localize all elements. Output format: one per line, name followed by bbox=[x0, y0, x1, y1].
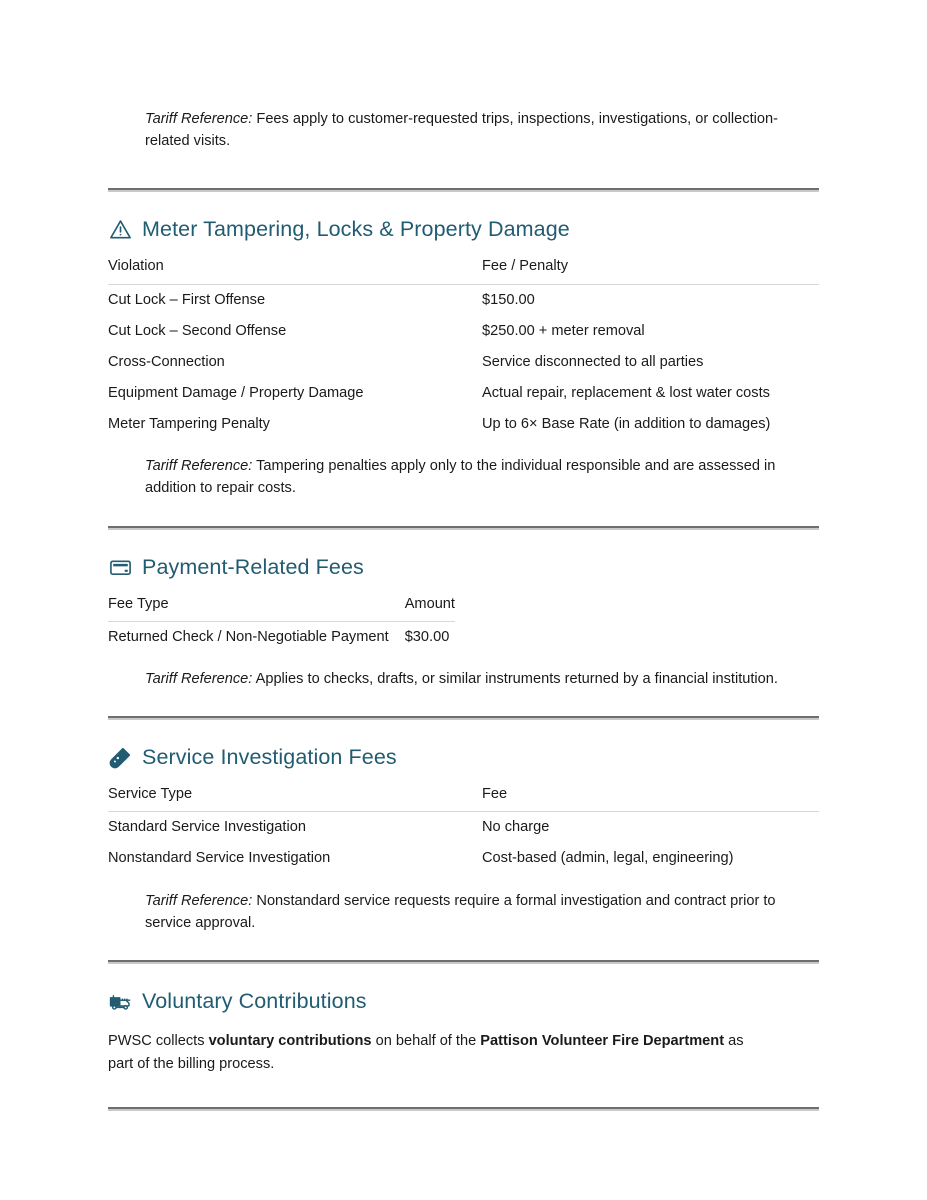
table-meter-tampering bbox=[108, 254, 819, 440]
section-title: Service Investigation Fees bbox=[142, 745, 397, 770]
cell-fee-type: Returned Check / Non-Negotiable Payment bbox=[108, 628, 389, 645]
cell-fee: $250.00 + meter removal bbox=[482, 322, 645, 339]
table-row bbox=[108, 347, 819, 378]
cell-fee: Service disconnected to all parties bbox=[482, 353, 704, 370]
voluntary-contributions-paragraph bbox=[108, 1030, 768, 1076]
tariff-reference-text: Applies to checks, drafts, or similar instruments returned by a financial institution. bbox=[252, 670, 778, 687]
section-divider-final bbox=[108, 1107, 819, 1111]
table-row bbox=[108, 843, 819, 874]
tariff-reference-text: Tampering penalties apply only to the individual responsible and are assessed in addition to repair costs. bbox=[145, 458, 776, 497]
cell-violation: Meter Tampering Penalty bbox=[108, 416, 270, 433]
tariff-reference-note-payment bbox=[145, 668, 800, 690]
cell-violation: Cut Lock – First Offense bbox=[108, 291, 266, 308]
cell-fee: Actual repair, replacement & lost water costs bbox=[482, 384, 770, 401]
tariff-reference-note-intro bbox=[145, 108, 800, 152]
cell-service-type: Standard Service Investigation bbox=[108, 819, 306, 836]
section-heading-voluntary-contributions bbox=[108, 989, 819, 1014]
cell-service-type: Nonstandard Service Investigation bbox=[108, 850, 331, 867]
paragraph-text-part1: PWSC collects bbox=[108, 1032, 209, 1049]
section-title: Payment-Related Fees bbox=[142, 554, 364, 579]
tariff-reference-note-service-investigation bbox=[145, 890, 800, 934]
tariff-reference-text: Fees apply to customer-requested trips, inspections, investigations, or collection-related visits. bbox=[145, 111, 778, 150]
table-row bbox=[108, 316, 819, 347]
tariff-reference-label: Tariff Reference: bbox=[145, 458, 253, 475]
paragraph-bold-voluntary-contributions: voluntary contributions bbox=[208, 1032, 372, 1049]
test-tube-icon bbox=[108, 745, 133, 770]
cell-amount: $30.00 bbox=[404, 628, 450, 645]
document-content bbox=[108, 108, 819, 1111]
section-title: Meter Tampering, Locks & Property Damage bbox=[142, 217, 570, 242]
cell-violation: Equipment Damage / Property Damage bbox=[108, 384, 364, 401]
warning-triangle-icon bbox=[108, 217, 133, 242]
table-row bbox=[108, 812, 819, 844]
table-row bbox=[108, 409, 819, 440]
tariff-reference-label: Tariff Reference: bbox=[145, 670, 253, 687]
cell-fee: No charge bbox=[482, 819, 550, 836]
paragraph-text-part3: as part of the billing process. bbox=[108, 1032, 744, 1072]
table-header-row bbox=[108, 254, 819, 284]
column-header-service-type: Service Type bbox=[108, 782, 482, 812]
column-header-violation: Violation bbox=[108, 254, 482, 284]
paragraph-bold-fire-department: Pattison Volunteer Fire Department bbox=[480, 1032, 725, 1049]
tariff-reference-label: Tariff Reference: bbox=[145, 111, 253, 127]
column-header-fee-type: Fee Type bbox=[108, 592, 405, 622]
table-payment-related-fees bbox=[108, 592, 455, 653]
fire-truck-icon bbox=[108, 989, 133, 1014]
table-row bbox=[108, 378, 819, 409]
table-header-row bbox=[108, 782, 819, 812]
cell-fee: $150.00 bbox=[482, 291, 535, 308]
tariff-reference-label: Tariff Reference: bbox=[145, 892, 253, 909]
tariff-reference-note-meter-tampering bbox=[145, 455, 800, 499]
table-header-row bbox=[108, 592, 455, 622]
tariff-reference-text: Nonstandard service requests require a formal investigation and contract prior to service approval. bbox=[145, 892, 776, 931]
column-header-fee: Fee bbox=[482, 782, 819, 812]
section-heading-payment-related-fees bbox=[108, 555, 819, 580]
credit-card-icon bbox=[108, 555, 133, 580]
cell-violation: Cross-Connection bbox=[108, 353, 225, 370]
table-service-investigation-fees bbox=[108, 782, 819, 874]
cell-fee: Cost-based (admin, legal, engineering) bbox=[482, 850, 734, 867]
section-title: Voluntary Contributions bbox=[142, 988, 367, 1013]
cell-fee: Up to 6× Base Rate (in addition to damages) bbox=[482, 416, 771, 433]
cell-violation: Cut Lock – Second Offense bbox=[108, 322, 287, 339]
column-header-amount: Amount bbox=[405, 592, 455, 622]
table-row bbox=[108, 621, 455, 653]
column-header-fee-penalty: Fee / Penalty bbox=[482, 254, 819, 284]
table-row bbox=[108, 284, 819, 316]
section-heading-meter-tampering bbox=[108, 217, 819, 242]
section-heading-service-investigation-fees bbox=[108, 745, 819, 770]
paragraph-text-part2: on behalf of the bbox=[371, 1032, 481, 1049]
